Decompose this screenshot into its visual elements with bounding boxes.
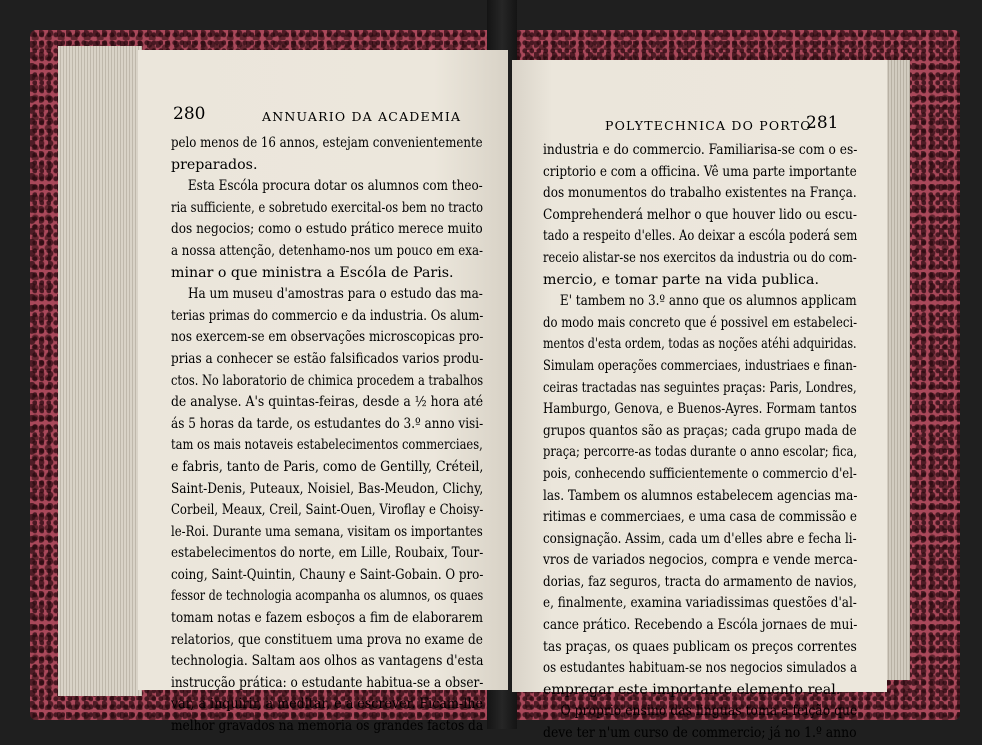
text-line: var, a inquirir, a meditar, e a escrever. Ficam-lhe <box>171 696 483 713</box>
text-line: dos monumentos do trabalho existentes na França. <box>543 185 857 202</box>
right-page-number: 281 <box>806 113 839 133</box>
left-page-text <box>171 133 483 738</box>
text-line: os estudantes habituam-se nos negocios simulados a <box>543 660 858 677</box>
text-line: mentos d'esta ordem, todas as noções atéhi adquiridas. <box>543 336 857 353</box>
text-line: deve ter n'um curso de commercio; já no 1.º anno <box>543 725 857 742</box>
text-line: instrucção prática: o estudante habitua-se a obser- <box>171 674 484 691</box>
text-line: Hamburgo, Genova, e Buenos-Ayres. Formam tantos <box>543 401 857 418</box>
text-line: Comprehenderá melhor o que houver lido ou escu- <box>543 206 858 223</box>
text-line: mercio, e tomar parte na vida publica. <box>543 271 819 288</box>
text-line: e, finalmente, examina variadissimas questões d'al- <box>543 595 857 612</box>
text-line: empregar este importante elemento real. <box>543 681 841 698</box>
text-line: estabelecimentos do norte, em Lille, Roubaix, Tour- <box>171 545 484 562</box>
right-page-text <box>543 140 857 745</box>
text-line: de analyse. A's quintas-feiras, desde a ½ hora até <box>171 394 484 411</box>
text-line: do modo mais concreto que é possivel em estabeleci- <box>543 314 858 331</box>
text-line: nos exercem-se em observações microscopicas pro- <box>171 329 484 346</box>
text-line: ritimas e commerciaes, e uma casa de commissão e <box>543 509 857 526</box>
text-line: le-Roi. Durante uma semana, visitam os importantes <box>171 523 483 540</box>
text-line: Corbeil, Meaux, Creil, Saint-Ouen, Viroflay e Choisy- <box>171 502 484 519</box>
text-line: Saint-Denis, Puteaux, Noisiel, Bas-Meudon, Clichy, <box>171 480 484 497</box>
text-line: e fabris, tanto de Paris, como de Gentilly, Créteil, <box>171 458 484 475</box>
text-line: consignação. Assim, cada um d'elles abre e fecha li- <box>543 530 857 547</box>
text-line: praça; percorre-as todas durante o anno escolar; fica, <box>543 444 857 461</box>
text-line: Ha um museu d'amostras para o estudo das ma- <box>188 286 483 303</box>
text-line: terias primas do commercio e da industria. Os alum- <box>171 307 484 324</box>
text-line: preparados. <box>171 156 258 173</box>
text-line: dorias, faz seguros, tracta do armamento de navios, <box>543 573 857 590</box>
text-line: Simulam operações commerciaes, industriaes e finan- <box>543 357 857 374</box>
left-page-number: 280 <box>173 104 206 124</box>
text-line: E' tambem no 3.º anno que os alumnos applicam <box>559 293 857 310</box>
text-line: ctos. No laboratorio de chimica procedem a trabalhos <box>171 372 484 389</box>
text-line: cance prático. Recebendo a Escóla jornaes de mui- <box>543 617 858 634</box>
text-line: melhor gravados na memoria os grandes factos da <box>171 718 484 735</box>
text-line: relatorios, que constituem uma prova no exame de <box>171 631 483 648</box>
text-line: tado a respeito d'elles. Ao deixar a escóla poderá sem <box>543 228 858 245</box>
text-line: O proprio ensino das linguas toma a feição que <box>560 703 858 720</box>
left-running-head: ANNUARIO DA ACADEMIA <box>262 109 462 124</box>
text-line: tam os mais notaveis estabelecimentos commerciaes, <box>171 437 483 454</box>
text-line: tas praças, os quaes publicam os preços correntes <box>543 638 857 655</box>
text-line: pois, conhecendo sufficientemente o commercio d'el- <box>543 465 857 482</box>
text-line: industria e do commercio. Familiarisa-se com o es- <box>543 142 858 158</box>
page-edges-left <box>58 46 142 696</box>
text-line: dos negocios; como o estudo prático merece muito <box>171 221 483 238</box>
text-line: Esta Escóla procura dotar os alumnos com theo- <box>187 178 483 195</box>
text-line: pelo menos de 16 annos, estejam convenientemente <box>171 135 483 151</box>
text-line: ria sufficiente, e sobretudo exercital-os bem no tracto <box>171 199 484 216</box>
text-line: technologia. Saltam aos olhos as vantagens d'esta <box>171 653 484 670</box>
text-line: fessor de technologia acompanha os alumnos, os quaes <box>171 588 484 605</box>
text-line: grupos quantos são as praças; cada grupo mada de <box>543 422 857 439</box>
text-line: ás 5 horas da tarde, os estudantes do 3.º anno visi- <box>171 415 484 432</box>
text-line: minar o que ministra a Escóla de Paris. <box>171 264 454 281</box>
text-line: criptorio e com a officina. Vê uma parte importante <box>543 163 857 180</box>
text-line: receio alistar-se nos exercitos da industria ou do com- <box>543 249 857 266</box>
text-line: las. Tambem os alumnos estabelecem agencias ma- <box>543 487 858 504</box>
right-running-head: POLYTECHNICA DO PORTO <box>605 118 812 133</box>
text-line: a nossa attenção, detenhamo-nos um pouco em exa- <box>171 242 483 259</box>
text-line: vros de variados negocios, compra e vende merca- <box>543 552 858 569</box>
text-line: ceiras tractadas nas seguintes praças: Paris, Londres, <box>543 379 857 396</box>
text-line: prias a conhecer se estão falsificados varios produ- <box>171 350 484 367</box>
text-line: tomam notas e fazem esboços a fim de elaborarem <box>171 610 484 627</box>
text-line: coing, Saint-Quintin, Chauny e Saint-Gobain. O pro- <box>171 566 484 583</box>
